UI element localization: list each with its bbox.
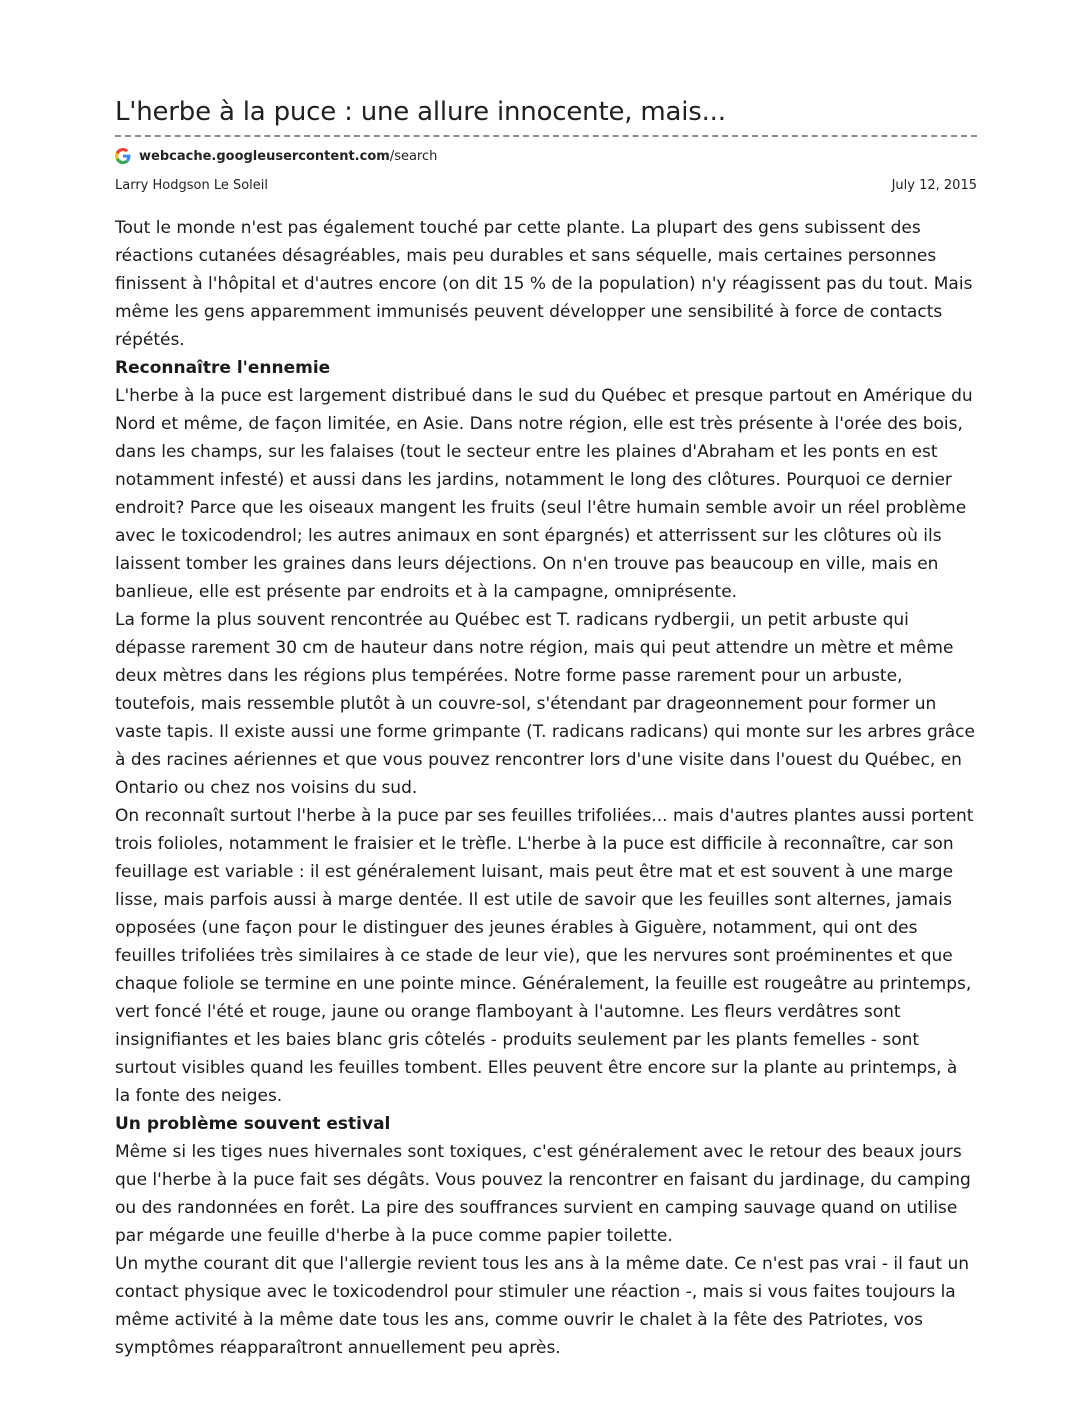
source-line[interactable] [115,145,977,167]
source-domain: webcache.googleusercontent.com [139,148,390,164]
paragraph-identification: On reconnaît surtout l'herbe à la puce par ses feuilles trifoliées... mais d'autres plantes aussi portent trois folioles, notamment le fraisier et le trèfle. L'herbe à la puce est difficile à reconnaître, car son feuillage est variable : il est généralement luisant, mais peut être mat et est souvent à une marge lisse, mais parfois aussi à marge dentée. Il est utile de savoir que les feuilles sont alternes, jamais opposées (une façon pour le distinguer des jeunes érables à Giguère, notamment, qui ont des feuilles trifoliées très similaires à ce stade de leur vie), que les nervures sont proéminentes et que chaque foliole se termine en une pointe mince. Généralement, la feuille est rougeâtre au printemps, vert foncé l'été et rouge, jaune ou orange flamboyant à l'automne. Les fleurs verdâtres sont insignifiantes et les baies blanc gris côtelés - produits seulement par les plants femelles - sont surtout visibles quand les feuilles tombent. Elles peuvent être encore sur la plante au printemps, à la fonte des neiges. [115,806,974,1106]
article-page [115,94,977,1362]
article-title: L'herbe à la puce : une allure innocente, mais... [115,97,726,127]
paragraph-forms: La forme la plus souvent rencontrée au Québec est T. radicans rydbergii, un petit arbuste qui dépasse rarement 30 cm de hauteur dans notre région, mais qui peut attendre un mètre et même deux mètres dans les régions plus tempérées. Notre forme passe rarement pour un arbuste, toutefois, mais ressemble plutôt à un couvre-sol, s'étendant par drageonnement pour former un vaste tapis. Il existe aussi une forme grimpante (T. radicans radicans) qui monte sur les arbres grâce à des racines aériennes et que vous pouvez rencontrer lors d'une visite dans l'ouest du Québec, en Ontario ou chez nos voisins du sud. [115,610,975,798]
article-meta [115,175,977,197]
section-heading-summer: Un problème souvent estival [115,1114,391,1134]
google-g-icon [115,148,131,164]
title-divider [115,135,977,137]
section-heading-recognize: Reconnaître l'ennemie [115,358,331,378]
paragraph-myth: Un mythe courant dit que l'allergie revient tous les ans à la même date. Ce n'est pas vrai - il faut un contact physique avec le toxicodendrol pour stimuler une réaction -, mais si vous faites toujours la même activité à la même date tous les ans, comme ouvrir le chalet à la fête des Patriotes, vos symptômes réapparaîtront annuellement peu après. [115,1254,970,1358]
article-body [115,214,977,1362]
paragraph-season: Même si les tiges nues hivernales sont toxiques, c'est généralement avec le retour des beaux jours que l'herbe à la puce fait ses dégâts. Vous pouvez la rencontrer en faisant du jardinage, du camping ou des randonnées en forêt. La pire des souffrances survient en camping sauvage quand on utilise par mégarde une feuille d'herbe à la puce comme papier toilette. [115,1142,971,1246]
source-path: /search [389,148,438,164]
publish-date: July 12, 2015 [891,178,977,193]
author-byline: Larry Hodgson Le Soleil [115,178,269,193]
paragraph-distribution: L'herbe à la puce est largement distribué dans le sud du Québec et presque partout en Amérique du Nord et même, de façon limitée, en Asie. Dans notre région, elle est très présente à l'orée des bois, dans les champs, sur les falaises (tout le secteur entre les plaines d'Abraham et les ponts en est notamment infesté) et aussi dans les jardins, notamment le long des clôtures. Pourquoi ce dernier endroit? Parce que les oiseaux mangent les fruits (seul l'être humain semble avoir un réel problème avec le toxicodendrol; les autres animaux en sont épargnés) et atterrissent sur les clôtures où ils laissent tomber les graines dans leurs déjections. On n'en trouve pas beaucoup en ville, mais en banlieue, elle est présente par endroits et à la campagne, omniprésente. [115,386,973,602]
paragraph-intro: Tout le monde n'est pas également touché par cette plante. La plupart des gens subissent des réactions cutanées désagréables, mais peu durables et sans séquelle, mais certaines personnes finissent à l'hôpital et d'autres encore (on dit 15 % de la population) n'y réagissent pas du tout. Mais même les gens apparemment immunisés peuvent développer une sensibilité à force de contacts répétés. [115,218,973,350]
